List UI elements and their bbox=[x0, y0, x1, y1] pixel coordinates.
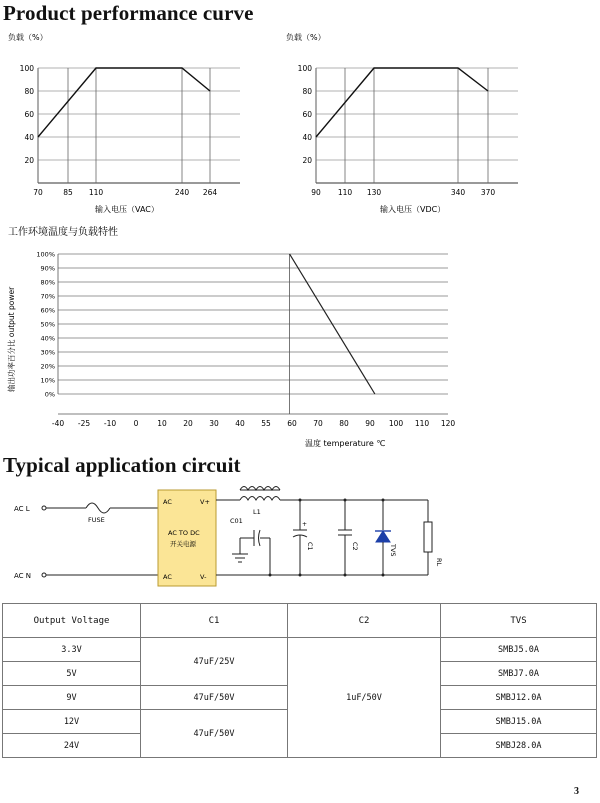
chart-temp-xlabel: 温度 temperature ℃ bbox=[305, 439, 386, 448]
label-l1: L1 bbox=[253, 508, 261, 516]
cell-c1: 47uF/50V bbox=[141, 710, 288, 758]
pin-vplus: V+ bbox=[200, 498, 210, 506]
junction-dot bbox=[269, 574, 272, 577]
y-tick-label: 80 bbox=[302, 87, 312, 96]
x-tick-label: 120 bbox=[440, 419, 456, 428]
y-tick-label: 100 bbox=[19, 64, 34, 73]
chart-vac bbox=[0, 28, 300, 218]
y-tick-label: 60 bbox=[302, 110, 312, 119]
x-tick-label: 85 bbox=[63, 188, 73, 197]
terminal-acn bbox=[42, 573, 46, 577]
x-tick-label: 30 bbox=[209, 419, 219, 428]
cell-tvs: SMBJ28.0A bbox=[441, 734, 597, 758]
x-tick-label: -25 bbox=[77, 419, 91, 428]
module-label-1: AC TO DC bbox=[168, 529, 200, 537]
label-fuse: FUSE bbox=[88, 516, 105, 524]
y-tick-label: 60% bbox=[40, 306, 55, 315]
y-tick-label: 40% bbox=[40, 334, 55, 343]
x-tick-label: 90 bbox=[365, 419, 375, 428]
pin-ac-top: AC bbox=[163, 498, 172, 506]
cell-c2: 1uF/50V bbox=[288, 638, 441, 758]
cell-voltage: 24V bbox=[3, 734, 141, 758]
tvs-diode-icon bbox=[376, 531, 390, 542]
x-tick-label: 70 bbox=[33, 188, 43, 197]
pin-ac-bottom: AC bbox=[163, 573, 172, 581]
c01-plate-b bbox=[259, 530, 261, 546]
label-c2: C2 bbox=[351, 542, 359, 551]
module-label-2: 开关电源 bbox=[170, 540, 196, 548]
label-acn: AC N bbox=[14, 572, 32, 580]
c1-plus: + bbox=[302, 521, 308, 528]
table-row bbox=[3, 638, 597, 662]
junction-dot bbox=[299, 499, 302, 502]
circuit-diagram bbox=[0, 478, 600, 600]
cell-tvs: SMBJ15.0A bbox=[441, 710, 597, 734]
cell-voltage: 9V bbox=[3, 686, 141, 710]
x-tick-label: 90 bbox=[311, 188, 321, 197]
junction-dot bbox=[299, 574, 302, 577]
chart-temp-ylabel: 输出功率百分比 output power bbox=[7, 286, 16, 392]
x-tick-label: 110 bbox=[337, 188, 353, 197]
terminal-acl bbox=[42, 506, 46, 510]
y-tick-label: 80 bbox=[24, 87, 34, 96]
x-tick-label: 80 bbox=[339, 419, 349, 428]
label-acl: AC L bbox=[14, 505, 30, 513]
label-tvs: TVS bbox=[389, 544, 397, 557]
cell-voltage: 12V bbox=[3, 710, 141, 734]
y-tick-label: 30% bbox=[40, 348, 55, 357]
chart-temp-title: 工作环境温度与负载特性 bbox=[8, 227, 118, 238]
capacitor-spec-table bbox=[2, 603, 597, 758]
cell-tvs: SMBJ7.0A bbox=[441, 662, 597, 686]
cell-tvs: SMBJ5.0A bbox=[441, 638, 597, 662]
performance-title: Product performance curve bbox=[3, 1, 254, 25]
header-c2: C2 bbox=[288, 604, 441, 638]
table-header-row bbox=[3, 604, 597, 638]
label-rl: RL bbox=[435, 558, 443, 567]
cell-c1: 47uF/25V bbox=[141, 638, 288, 686]
y-tick-label: 40 bbox=[24, 133, 34, 142]
cell-c1: 47uF/50V bbox=[141, 686, 288, 710]
chart-vac-ylabel: 负载（%） bbox=[8, 33, 48, 42]
x-tick-label: 0 bbox=[133, 419, 139, 428]
cell-voltage: 3.3V bbox=[3, 638, 141, 662]
label-c1: C1 bbox=[306, 542, 314, 551]
chart-vdc-ylabel: 负载（%） bbox=[286, 33, 326, 42]
x-tick-label: 264 bbox=[202, 188, 218, 197]
x-tick-label: -10 bbox=[103, 419, 117, 428]
header-tvs: TVS bbox=[441, 604, 597, 638]
chart-vac-xlabel: 输入电压（VAC） bbox=[95, 205, 159, 214]
chart-vdc bbox=[278, 28, 578, 218]
header-c1: C1 bbox=[141, 604, 288, 638]
junction-dot bbox=[344, 574, 347, 577]
x-tick-label: 40 bbox=[235, 419, 245, 428]
y-tick-label: 100% bbox=[36, 250, 55, 259]
x-tick-label: 55 bbox=[261, 419, 271, 428]
x-tick-label: 110 bbox=[414, 419, 430, 428]
x-tick-label: 10 bbox=[157, 419, 167, 428]
y-tick-label: 70% bbox=[40, 292, 55, 301]
pin-vminus: V- bbox=[200, 573, 207, 581]
junction-dot bbox=[382, 574, 385, 577]
junction-dot bbox=[344, 499, 347, 502]
junction-dot bbox=[382, 499, 385, 502]
y-tick-label: 20% bbox=[40, 362, 55, 371]
y-tick-label: 80% bbox=[40, 278, 55, 287]
inductor-coil-top bbox=[240, 497, 280, 501]
y-tick-label: 10% bbox=[40, 376, 55, 385]
circuit-title: Typical application circuit bbox=[3, 453, 241, 477]
x-tick-label: 370 bbox=[480, 188, 496, 197]
resistor-icon bbox=[424, 522, 432, 552]
x-tick-label: -40 bbox=[51, 419, 65, 428]
y-tick-label: 20 bbox=[302, 156, 312, 165]
y-tick-label: 50% bbox=[40, 320, 55, 329]
cell-voltage: 5V bbox=[3, 662, 141, 686]
page-number: 3 bbox=[574, 786, 579, 797]
cell-tvs: SMBJ12.0A bbox=[441, 686, 597, 710]
header-output-voltage: Output Voltage bbox=[3, 604, 141, 638]
x-tick-label: 20 bbox=[183, 419, 193, 428]
chart-vdc-series-line bbox=[316, 68, 488, 137]
x-tick-label: 70 bbox=[313, 419, 323, 428]
y-tick-label: 90% bbox=[40, 264, 55, 273]
x-tick-label: 60 bbox=[287, 419, 297, 428]
x-tick-label: 110 bbox=[88, 188, 104, 197]
chart-temperature bbox=[0, 222, 470, 450]
x-tick-label: 100 bbox=[388, 419, 404, 428]
chart-vac-series-line bbox=[38, 68, 210, 137]
y-tick-label: 40 bbox=[302, 133, 312, 142]
fuse-icon bbox=[86, 503, 110, 513]
x-tick-label: 340 bbox=[450, 188, 466, 197]
inductor-coil-bottom bbox=[240, 487, 280, 491]
chart-vdc-xlabel: 输入电压（VDC） bbox=[380, 205, 446, 214]
label-c01: C01 bbox=[230, 517, 243, 525]
y-tick-label: 20 bbox=[24, 156, 34, 165]
y-tick-label: 0% bbox=[44, 390, 55, 399]
y-tick-label: 60 bbox=[24, 110, 34, 119]
x-tick-label: 240 bbox=[174, 188, 190, 197]
x-tick-label: 130 bbox=[366, 188, 382, 197]
y-tick-label: 100 bbox=[297, 64, 312, 73]
